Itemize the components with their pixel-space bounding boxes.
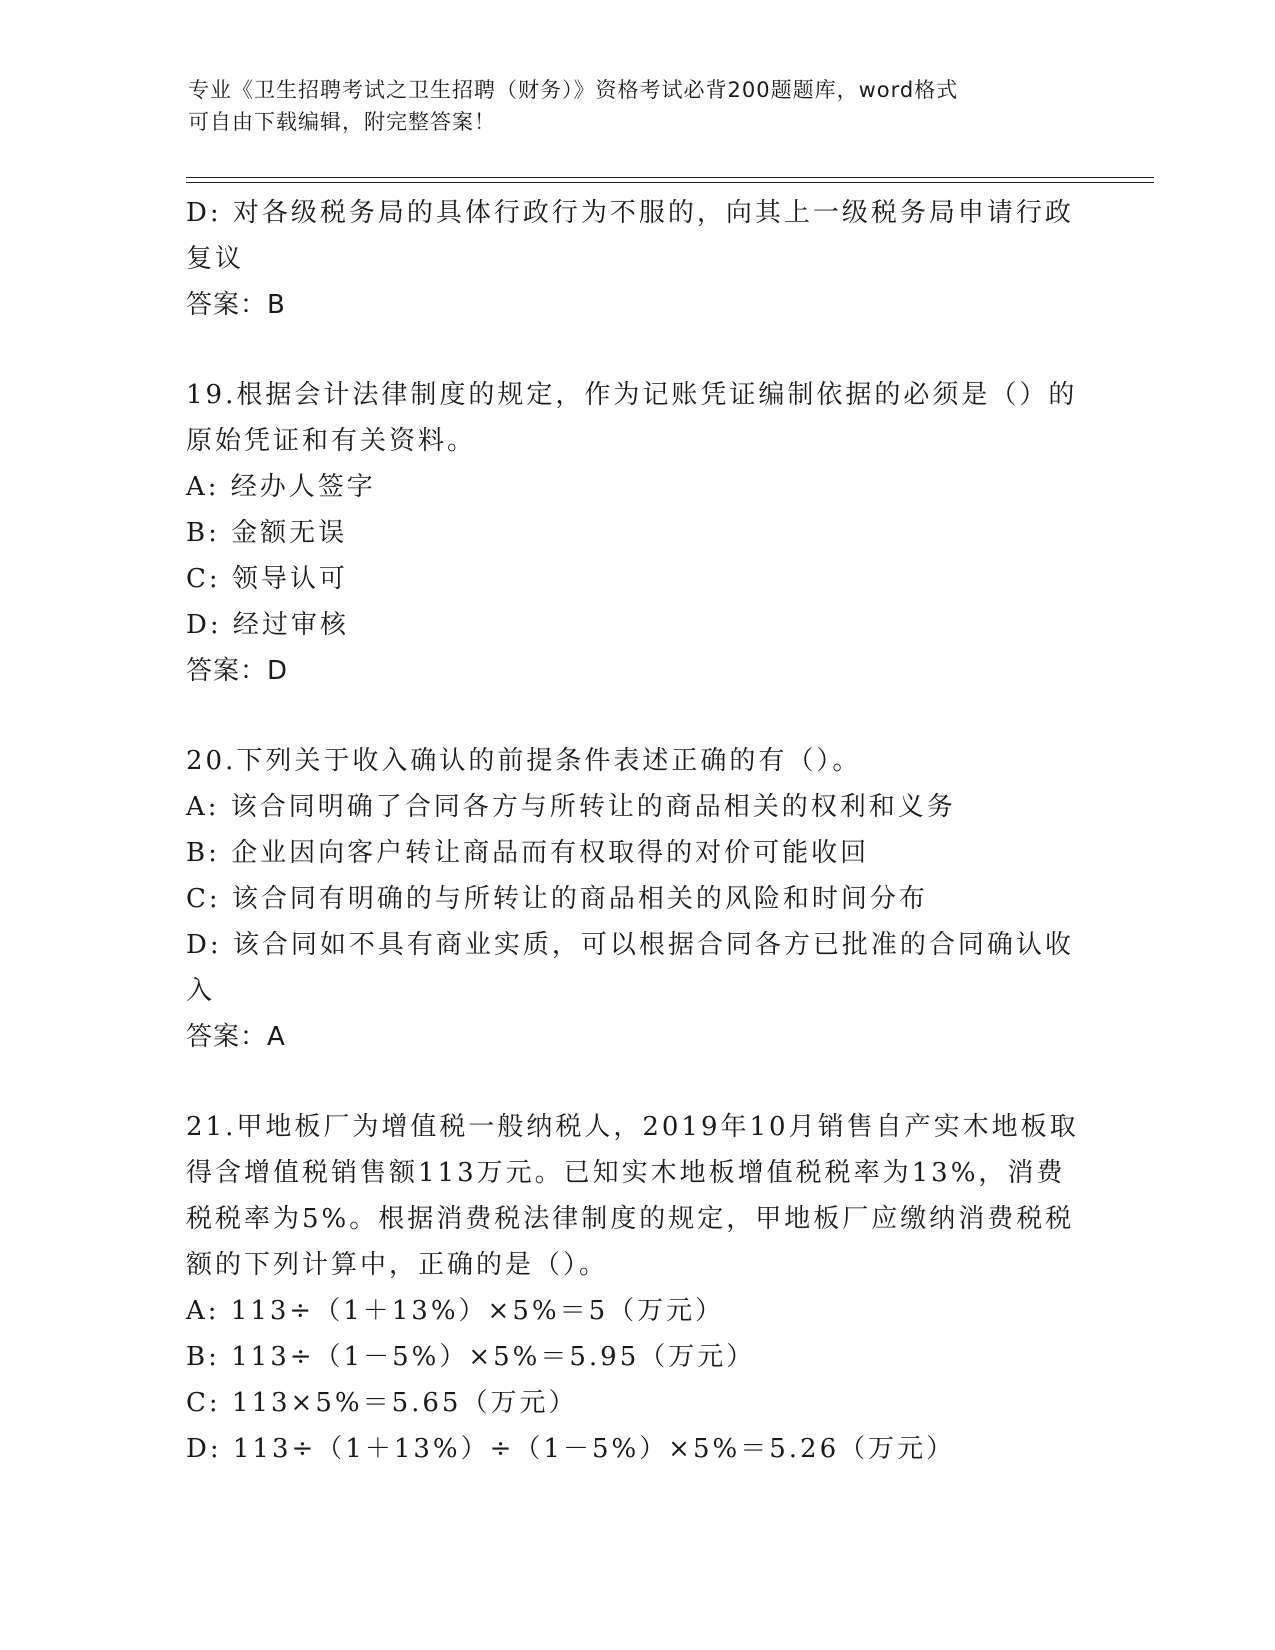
q21-stem-line-3: 税税率为5%。根据消费税法律制度的规定，甲地板厂应缴纳消费税税 — [186, 1204, 1075, 1234]
q20-answer: 答案：A — [186, 1022, 286, 1052]
q19-option-b: B: 金额无误 — [186, 518, 348, 548]
question-18-tail — [186, 190, 1086, 328]
header-title-line-1: 专业《卫生招聘考试之卫生招聘（财务）》资格考试必背200题题库，word格式 — [188, 78, 959, 102]
q21-stem-line-1: 21.甲地板厂为增值税一般纳税人，2019年10月销售自产实木地板取 — [186, 1112, 1079, 1142]
q21-option-a: A: 113÷（1＋13%）×5%＝5（万元） — [186, 1296, 725, 1326]
q19-option-c: C: 领导认可 — [186, 564, 348, 594]
question-21 — [186, 1104, 1086, 1472]
question-19 — [186, 372, 1086, 694]
q21-option-b: B: 113÷（1－5%）×5%＝5.95（万元） — [186, 1342, 756, 1372]
q19-stem-line-2: 原始凭证和有关资料。 — [186, 426, 477, 456]
q21-stem-line-2: 得含增值税销售额113万元。已知实木地板增值税税率为13%，消费 — [186, 1158, 1066, 1188]
q19-stem-line-1: 19.根据会计法律制度的规定，作为记账凭证编制依据的必须是（）的 — [186, 380, 1078, 410]
header-title-line-2: 可自由下载编辑，附完整答案！ — [188, 110, 496, 134]
question-list — [186, 190, 1086, 1472]
q21-option-d: D: 113÷（1＋13%）÷（1－5%）×5%＝5.26（万元） — [186, 1434, 956, 1464]
header-divider-top — [186, 177, 1154, 178]
spacer — [186, 328, 1086, 372]
spacer — [186, 694, 1086, 738]
q20-stem: 20.下列关于收入确认的前提条件表述正确的有（）。 — [186, 746, 862, 776]
q18-option-d-line-2: 复议 — [186, 244, 245, 274]
q21-option-c: C: 113×5%＝5.65（万元） — [186, 1388, 578, 1418]
q19-option-a: A: 经办人签字 — [186, 472, 376, 502]
q19-option-d: D: 经过审核 — [186, 610, 349, 640]
q20-option-d-line-1: D: 该合同如不具有商业实质，可以根据合同各方已批准的合同确认收 — [186, 930, 1074, 960]
document-header — [188, 74, 1088, 138]
question-20 — [186, 738, 1086, 1060]
q18-option-d-line-1: D: 对各级税务局的具体行政行为不服的，向其上一级税务局申请行政 — [186, 198, 1074, 228]
q18-answer: 答案：B — [186, 290, 286, 320]
q20-option-b: B: 企业因向客户转让商品而有权取得的对价可能收回 — [186, 838, 870, 868]
q20-option-a: A: 该合同明确了合同各方与所转让的商品相关的权利和义务 — [186, 792, 956, 822]
q20-option-d-line-2: 入 — [186, 976, 216, 1006]
q21-stem-line-4: 额的下列计算中，正确的是（）。 — [186, 1250, 609, 1280]
q19-answer: 答案：D — [186, 656, 289, 686]
header-divider-bottom — [186, 182, 1154, 183]
q20-option-c: C: 该合同有明确的与所转让的商品相关的风险和时间分布 — [186, 884, 928, 914]
spacer — [186, 1060, 1086, 1104]
